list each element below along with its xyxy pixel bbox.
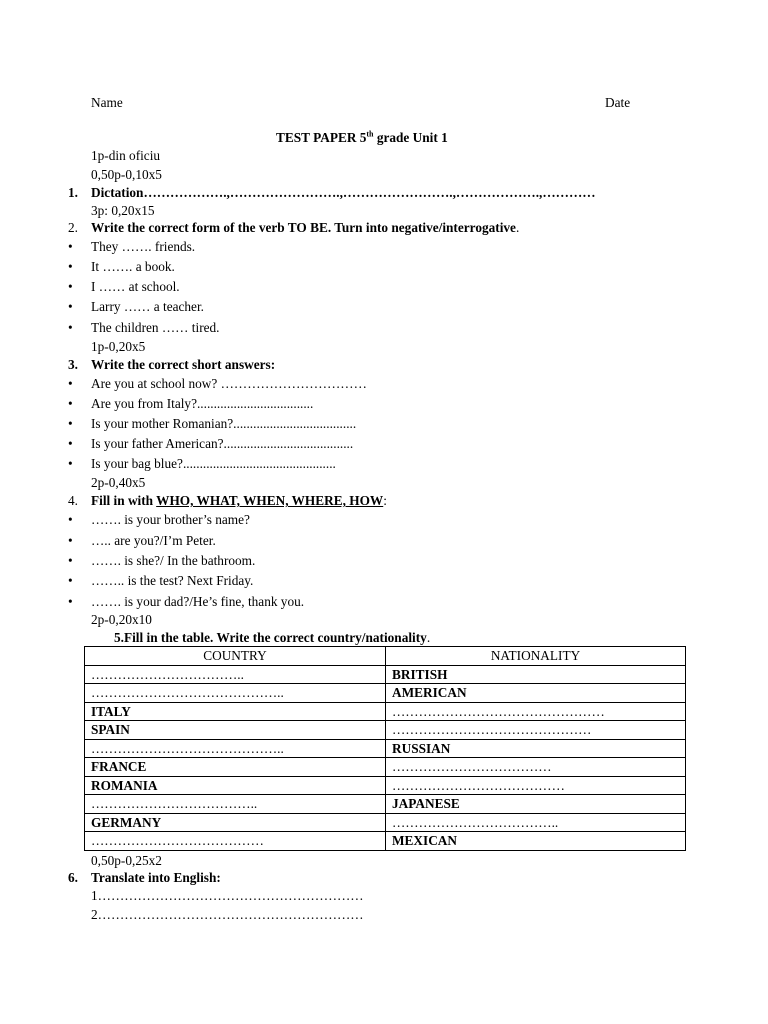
header-nationality: NATIONALITY xyxy=(386,647,686,666)
table-header-row xyxy=(85,647,686,666)
country-cell: …………………………….. xyxy=(85,665,386,684)
nationality-cell: BRITISH xyxy=(386,665,686,684)
country-cell: ITALY xyxy=(85,702,386,721)
table-row xyxy=(85,776,686,795)
ex6-number: 6. xyxy=(68,870,78,885)
header-country: COUNTRY xyxy=(85,647,386,666)
table-row xyxy=(85,795,686,814)
country-cell: GERMANY xyxy=(85,813,386,832)
country-cell: SPAIN xyxy=(85,721,386,740)
page-title: TEST PAPER 5th grade Unit 1 xyxy=(276,129,448,145)
table-row xyxy=(85,832,686,851)
score-ex1: 0,50p-0,10x5 xyxy=(91,167,162,182)
country-cell: …………………………………….. xyxy=(85,684,386,703)
ex3-number: 3. xyxy=(68,357,78,372)
ex1-dictation: Dictation……………….,…………………….,…………………….,……………….,………… xyxy=(91,185,596,200)
nationality-cell: ………………………………… xyxy=(386,776,686,795)
country-cell: FRANCE xyxy=(85,758,386,777)
nationality-cell: ……………………………….. xyxy=(386,813,686,832)
table-row xyxy=(85,702,686,721)
country-cell: ……………………………….. xyxy=(85,795,386,814)
nationality-cell: JAPANESE xyxy=(386,795,686,814)
ex6-instruction: Translate into English: xyxy=(91,870,221,885)
country-cell: ………………………………… xyxy=(85,832,386,851)
translate-line-2: 2…………………………………………………… xyxy=(91,907,364,922)
nationality-cell: ………………………………………… xyxy=(386,702,686,721)
ex2-number: 2. xyxy=(68,220,78,235)
translate-line-1: 1…………………………………………………… xyxy=(91,888,364,903)
nationality-cell: AMERICAN xyxy=(386,684,686,703)
table-row xyxy=(85,758,686,777)
score-ex5: 2p-0,20x10 xyxy=(91,612,152,627)
ex2-instruction: Write the correct form of the verb TO BE. Turn into negative/interrogative. xyxy=(91,220,520,235)
nationality-cell: ……………………………………… xyxy=(386,721,686,740)
nationality-cell: MEXICAN xyxy=(386,832,686,851)
score-ex6: 0,50p-0,25x2 xyxy=(91,853,162,868)
nationality-cell: RUSSIAN xyxy=(386,739,686,758)
score-ex2: 3p: 0,20x15 xyxy=(91,203,155,218)
nationality-cell: ……………………………… xyxy=(386,758,686,777)
name-label: Name xyxy=(91,95,123,110)
table-row xyxy=(85,665,686,684)
table-row xyxy=(85,684,686,703)
ex4-number: 4. xyxy=(68,493,78,508)
score-ex4: 2p-0,40x5 xyxy=(91,475,146,490)
ex4-instruction: Fill in with WHO, WHAT, WHEN, WHERE, HOW: xyxy=(91,493,387,508)
date-label: Date xyxy=(605,95,631,110)
table-row xyxy=(85,721,686,740)
table-row xyxy=(85,739,686,758)
country-cell: ROMANIA xyxy=(85,776,386,795)
table-row xyxy=(85,813,686,832)
score-oficiu: 1p-din oficiu xyxy=(91,148,161,163)
country-cell: …………………………………….. xyxy=(85,739,386,758)
ex1-number: 1. xyxy=(68,185,78,200)
ex3-instruction: Write the correct short answers: xyxy=(91,357,276,372)
country-nationality-table xyxy=(84,646,686,851)
score-ex3: 1p-0,20x5 xyxy=(91,339,146,354)
ex5-instruction: 5.Fill in the table. Write the correct country/nationality. xyxy=(114,630,431,645)
